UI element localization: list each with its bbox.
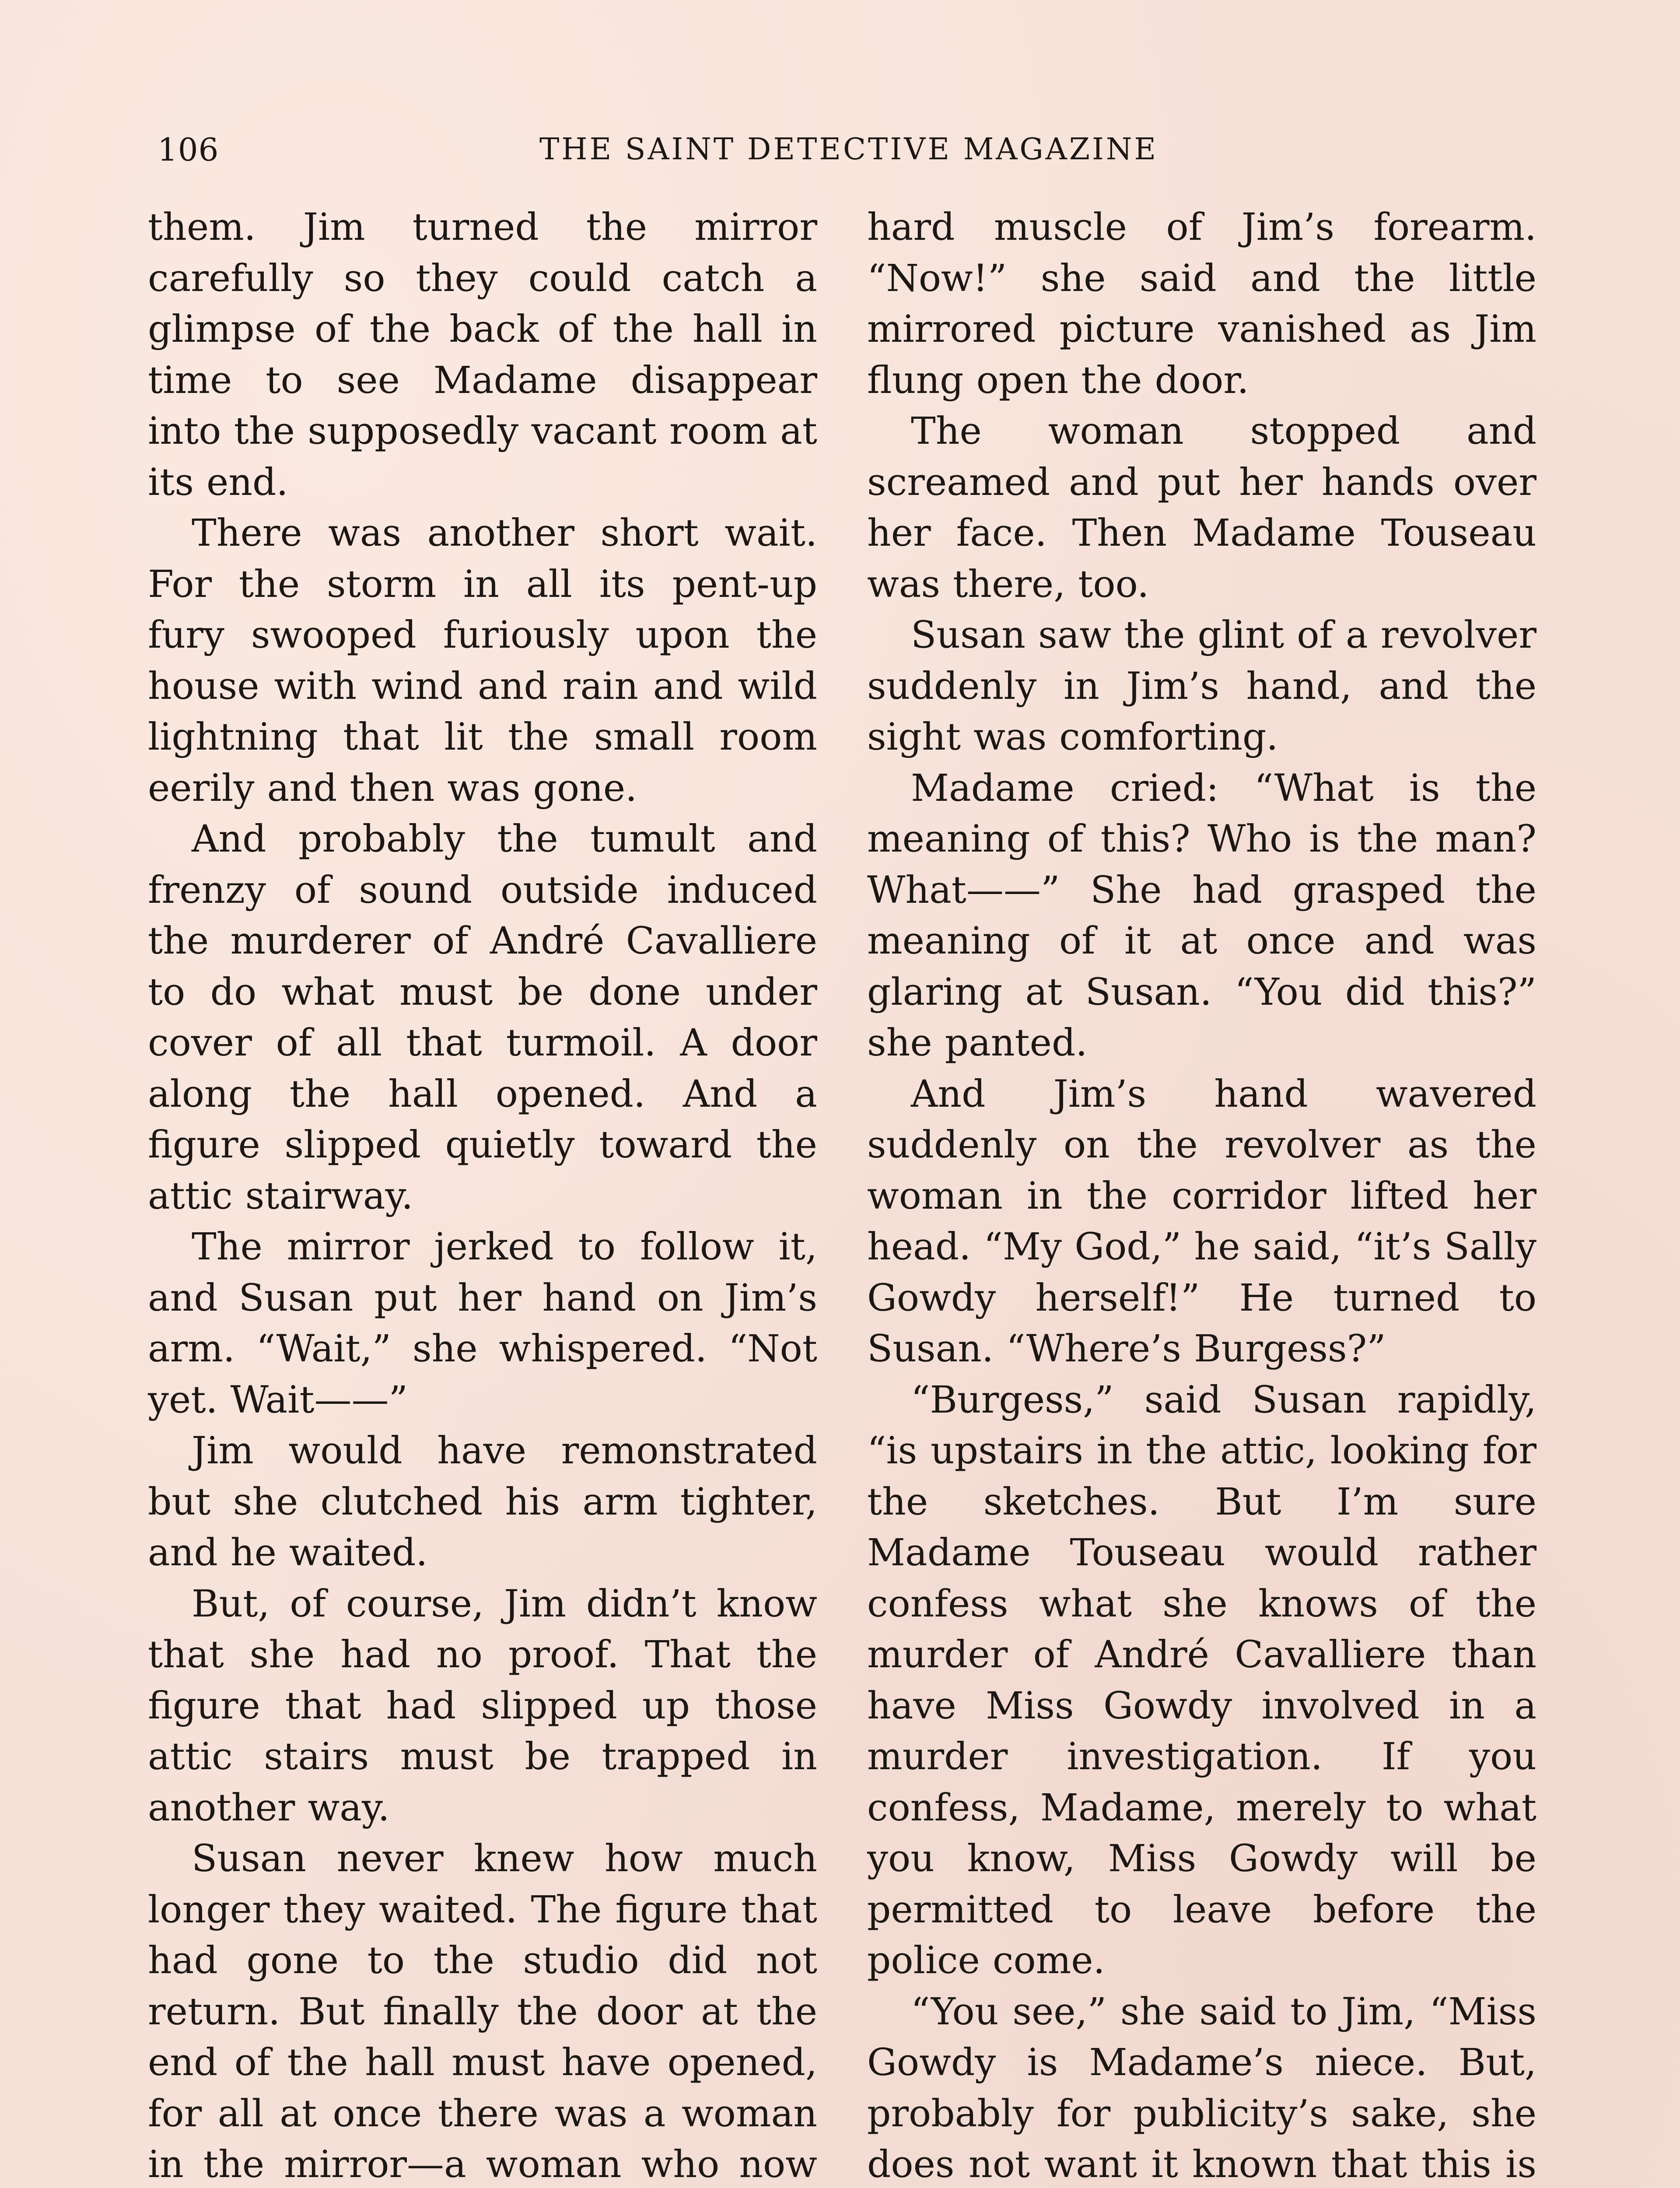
paragraph: Susan saw the glint of a revolver suddenly in Jim’s hand, and the sight was comforting. — [867, 614, 1536, 759]
paragraph: And Jim’s hand wavered suddenly on the revolver as the woman in the corridor lifted her head. “My God,” he said, “it’s Sally Gowdy herself!” He turned to Susan. “Where’s Burgess?” — [867, 1072, 1536, 1371]
paragraph: The mirror jerked to follow it, and Susan put her hand on Jim’s arm. “Wait,” she whispered. “Not yet. Wait——” — [148, 1225, 817, 1422]
paragraph: There was another short wait. For the storm in all its pent-up fury swooped furiously upon the house with wind and rain and wild lightning that lit the small room eerily and then was gone. — [148, 512, 817, 810]
text-column-left — [148, 202, 817, 2188]
paragraph: But, of course, Jim didn’t know that she had no proof. That the figure that had slipped up those attic stairs must be trapped in another way. — [148, 1582, 817, 1830]
paragraph: Madame cried: “What is the meaning of this? Who is the man? What——” She had grasped the meaning of it at once and was glaring at Susan. “You did this?” she panted. — [867, 766, 1536, 1065]
paragraph: And probably the tumult and frenzy of sound outside induced the murderer of André Cavalliere to do what must be done under cover of all that turmoil. A door along the hall opened. And a figure slipped quietly toward the attic stairway. — [148, 817, 817, 1218]
paragraph: “Burgess,” said Susan rapidly, “is upstairs in the attic, looking for the sketches. But I’m sure Madame Touseau would rather confess what she knows of the murder of André Cavalliere than have Miss Gowdy involved in a murder investigation. If you confess, Madame, merely to what you know, Miss Gowdy will be permitted to leave before the police come. — [867, 1378, 1536, 1982]
paragraph: Susan never knew how much longer they waited. The figure that had gone to the studio did not return. But finally the door at the end of the hall must have opened, for all at once there was a woman in the mirror—a woman who now — [148, 1837, 817, 2186]
text-column-right — [867, 202, 1536, 2188]
paragraph: “You see,” she said to Jim, “Miss Gowdy is Madame’s niece. But, probably for publicity’s sake, she does not want it known that this is — [867, 1990, 1536, 2186]
page-number: 106 — [158, 131, 219, 168]
paragraph: The woman stopped and screamed and put her hands over her face. Then Madame Touseau was there, too. — [867, 410, 1536, 606]
magazine-title: THE SAINT DETECTIVE MAGAZINE — [539, 132, 1158, 167]
paragraph: Jim would have remonstrated but she clutched his arm tighter, and he waited. — [148, 1429, 817, 1574]
paragraph: them. Jim turned the mirror carefully so they could catch a glimpse of the back of the hall in time to see Madame disappear into the supposedly vacant room at its end. — [148, 206, 817, 504]
paragraph: hard muscle of Jim’s forearm. “Now!” she said and the little mirrored picture vanished as Jim flung open the door. — [867, 206, 1536, 402]
running-header — [149, 128, 1531, 176]
